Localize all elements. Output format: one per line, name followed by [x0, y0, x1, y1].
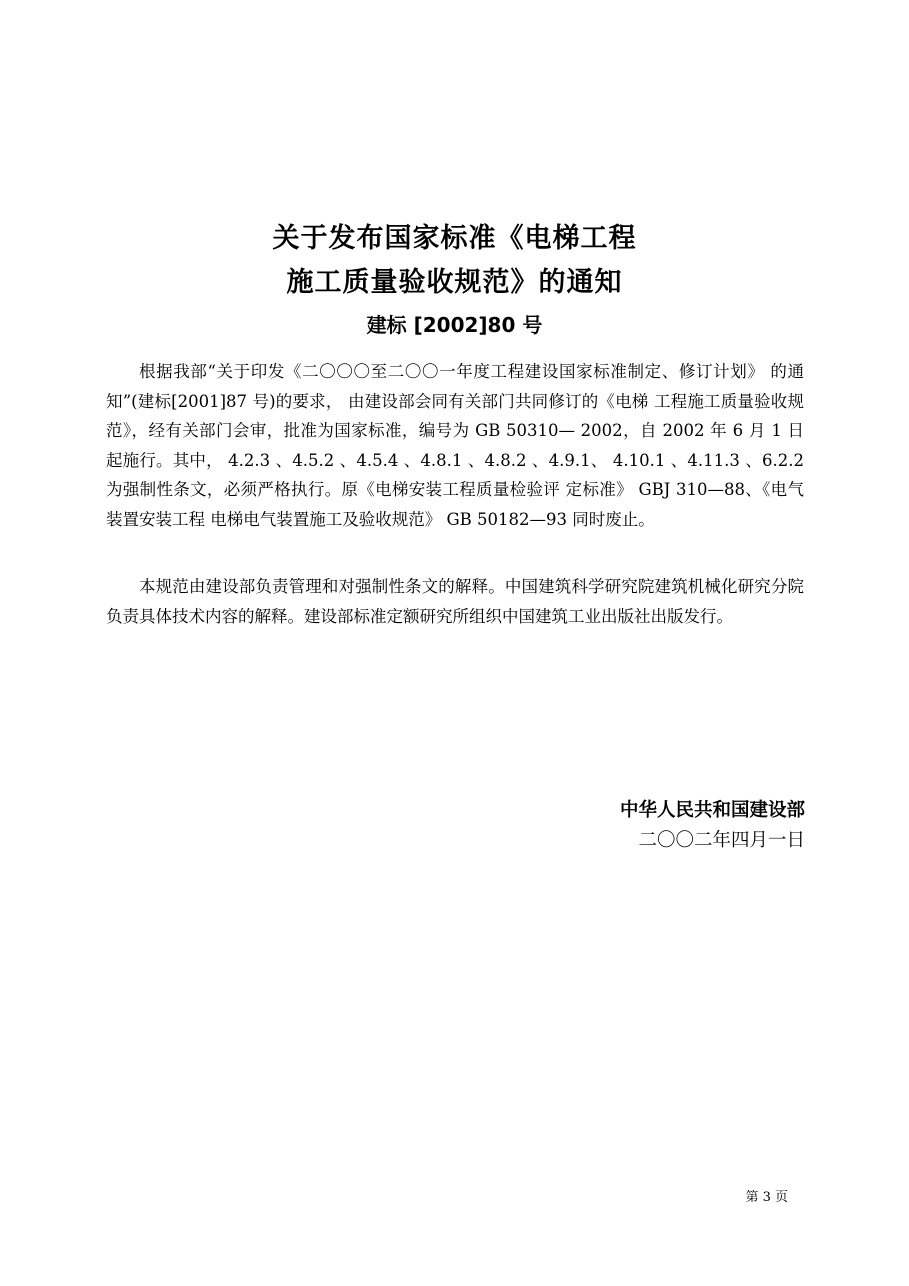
signature-organization: 中华人民共和国建设部 — [619, 800, 805, 821]
body-paragraph: 本规范由建设部负责管理和对强制性条文的解释。中国建筑科学研究院建筑机械化研究分院负责具体技术内容的解释。建设部标准定额研究所组织中国建筑工业出版社出版发行。 — [106, 577, 804, 626]
page-number: 第 3 页 — [745, 1190, 788, 1205]
document-title-line-2: 施工质量验收规范》的通知 — [286, 267, 623, 298]
signature-date: 二〇〇二年四月一日 — [638, 830, 805, 851]
body-paragraph-2-container — [106, 572, 804, 631]
body-paragraph: 根据我部“关于印发《二〇〇〇至二〇〇一年度工程建设国家标准制定、修订计划》 的通知”(建标[2001]87 号)的要求， 由建设部会同有关部门共同修订的《电梯 工程施工质量验收规范》，经有关部门会审，批准为国家标准，编号为 GB 50310— 2002，自 2002 年 6 月 1 日起施行。其中， 4.2.3 、4.5.2 、4.5.4 、4.8.1 、4.8.2 、4.9.1、 4.10.1 、4.11.3 、6.2.2 为强制性条文，必须严格执行。原《电梯安装工程质量检验评 定标准》 GBJ 310—88、《电气装置安装工程 电梯电气装置施工及验收规范》 GB 50182—93 同时废止。 — [106, 362, 804, 529]
body-paragraph-1-container — [106, 357, 804, 534]
document-number: 建标 [2002]80 号 — [366, 313, 543, 337]
document-title-line-1: 关于发布国家标准《电梯工程 — [272, 223, 637, 254]
